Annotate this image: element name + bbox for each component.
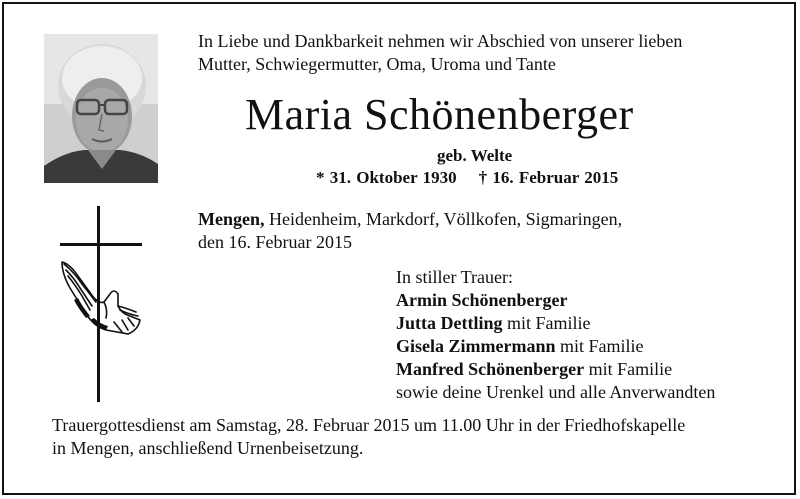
mourner-name: Armin Schönenberger: [396, 290, 568, 310]
portrait-photo: [44, 34, 158, 183]
mourner-entry: [396, 312, 715, 335]
mourners-heading: In stiller Trauer:: [396, 267, 513, 287]
maiden-name: geb. Welte: [437, 146, 513, 165]
mourner-entry: [396, 335, 715, 358]
deceased-name: Maria Schönenberger: [245, 90, 634, 139]
mourner-suffix: mit Familie: [502, 313, 591, 333]
service-info: [52, 414, 685, 460]
main-town: Mengen,: [198, 209, 265, 229]
life-dates: [316, 168, 618, 188]
birth-date: * 31. Oktober 1930: [316, 168, 457, 187]
intro-text: [198, 30, 682, 76]
service-line-1: Trauergottesdienst am Samstag, 28. Februar 2015 um 11.00 Uhr in der Friedhofskapelle: [52, 415, 686, 435]
mourner-entry: [396, 289, 715, 312]
praying-hands-icon: [56, 258, 144, 345]
mourner-entry: [396, 358, 715, 381]
other-towns: Heidenheim, Markdorf, Völlkofen, Sigmaringen,: [264, 209, 623, 229]
mourners-list: [396, 266, 715, 404]
death-date: † 16. Februar 2015: [478, 168, 619, 187]
mourner-name: Manfred Schönenberger: [396, 359, 585, 379]
service-line-2: in Mengen, anschließend Urnenbeisetzung.: [52, 438, 364, 458]
place-line: [198, 208, 622, 231]
mourner-suffix: mit Familie: [555, 336, 644, 356]
mourners-closing: sowie deine Urenkel und alle Anverwandten: [396, 382, 716, 402]
mourner-name: Jutta Dettling: [396, 313, 503, 333]
date-line: den 16. Februar 2015: [198, 232, 352, 252]
place-and-date: [198, 208, 622, 254]
intro-line-1: In Liebe und Dankbarkeit nehmen wir Abschied von unserer lieben: [198, 31, 683, 51]
mourner-suffix: mit Familie: [584, 359, 673, 379]
intro-line-2: Mutter, Schwiegermutter, Oma, Uroma und Tante: [198, 54, 556, 74]
mourner-name: Gisela Zimmermann: [396, 336, 556, 356]
